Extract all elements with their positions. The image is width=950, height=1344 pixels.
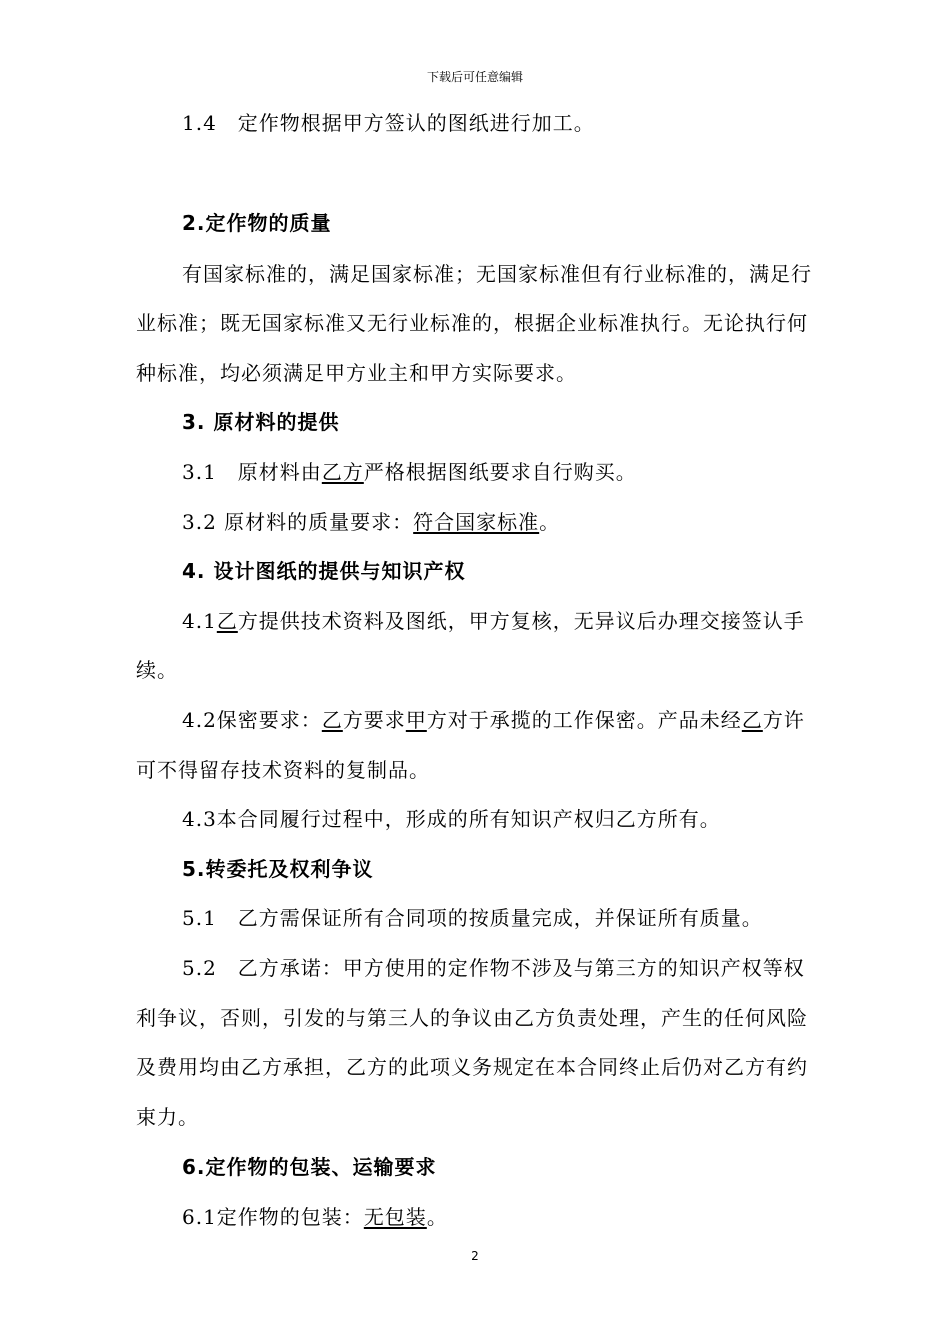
clause-5-2-line-2: 利争议，否则，引发的与第三人的争议由乙方负责处理，产生的任何风险 — [136, 1006, 808, 1030]
clause-4-1-cont: 续。 — [136, 658, 178, 682]
page-number: 2 — [471, 1249, 479, 1263]
clause-3-1: 3.1 原材料由乙方严格根据图纸要求自行购买。 — [182, 460, 637, 484]
page-header: 下载后可任意编辑 — [426, 70, 523, 84]
clause-4-2: 4.2保密要求：乙方要求甲方对于承揽的工作保密。产品未经乙方许 — [182, 708, 805, 732]
section-heading-2: 2.定作物的质量 — [182, 211, 332, 235]
clause-5-2-line-3: 及费用均由乙方承担，乙方的此项义务规定在本合同终止后仍对乙方有约 — [136, 1055, 808, 1079]
section-heading-5: 5.转委托及权利争议 — [182, 857, 374, 881]
clause-4-3: 4.3本合同履行过程中，形成的所有知识产权归乙方所有。 — [182, 807, 721, 831]
section-heading-6: 6.定作物的包装、运输要求 — [182, 1155, 437, 1179]
clause-4-2-cont: 可不得留存技术资料的复制品。 — [136, 758, 430, 782]
section-2-line-2: 业标准；既无国家标准又无行业标准的，根据企业标准执行。无论执行何 — [136, 311, 808, 335]
clause-3-2: 3.2 原材料的质量要求：符合国家标准。 — [182, 510, 561, 534]
clause-5-2-line-4: 束力。 — [136, 1105, 199, 1129]
section-heading-3: 3. 原材料的提供 — [182, 410, 340, 434]
clause-6-1: 6.1定作物的包装：无包装。 — [182, 1205, 448, 1229]
clause-1-4: 1.4 定作物根据甲方签认的图纸进行加工。 — [182, 111, 595, 135]
section-2-line-3: 种标准，均必须满足甲方业主和甲方实际要求。 — [136, 361, 577, 385]
clause-4-1: 4.1乙方提供技术资料及图纸，甲方复核，无异议后办理交接签认手 — [182, 609, 805, 633]
clause-5-1: 5.1 乙方需保证所有合同项的按质量完成，并保证所有质量。 — [182, 906, 763, 930]
section-heading-4: 4. 设计图纸的提供与知识产权 — [182, 559, 466, 583]
section-2-line-1: 有国家标准的，满足国家标准；无国家标准但有行业标准的，满足行 — [182, 262, 812, 286]
clause-5-2: 5.2 乙方承诺：甲方使用的定作物不涉及与第三方的知识产权等权 — [182, 956, 805, 980]
